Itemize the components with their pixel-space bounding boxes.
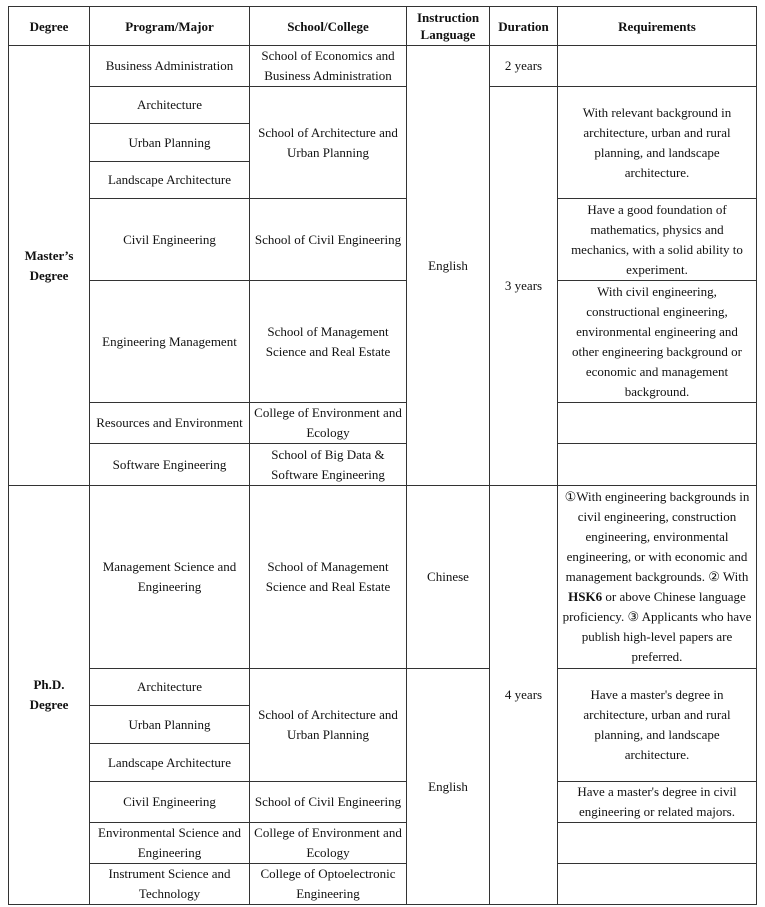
phd-duration-cell: 4 years: [490, 486, 558, 905]
program-software-engineering: Software Engineering: [90, 444, 250, 486]
requirement-text-part2: or above Chinese language proficiency. ③ Applicants who have publish high-level papers are preferred.: [562, 589, 752, 664]
masters-language-cell: English: [407, 46, 490, 486]
table-row: [9, 281, 757, 403]
program-civil-engineering: Civil Engineering: [90, 199, 250, 281]
program-management-science: Management Science and Engineering: [90, 486, 250, 669]
school-architecture: School of Architecture and Urban Planning: [250, 87, 407, 199]
programs-table: [8, 6, 757, 905]
phd-degree-cell: Ph.D. Degree: [9, 486, 90, 905]
phd-requirement-civil-engineering: Have a master's degree in civil engineering or related majors.: [558, 782, 757, 823]
phd-requirement-env-empty: [558, 823, 757, 864]
program-engineering-management: Engineering Management: [90, 281, 250, 403]
table-row: [9, 486, 757, 669]
phd-program-architecture: Architecture: [90, 669, 250, 706]
phd-program-civil-engineering: Civil Engineering: [90, 782, 250, 823]
header-row: [9, 7, 757, 46]
requirement-software-empty: [558, 444, 757, 486]
program-business-administration: Business Administration: [90, 46, 250, 87]
requirement-management-science: [558, 486, 757, 669]
table-row: [9, 864, 757, 905]
header-language: Instruction Language: [407, 7, 490, 46]
table-row: [9, 46, 757, 87]
phd-school-environment-ecology: College of Environment and Ecology: [250, 823, 407, 864]
school-civil-engineering: School of Civil Engineering: [250, 199, 407, 281]
school-management-science: School of Management Science and Real Estate: [250, 281, 407, 403]
requirement-resources-empty: [558, 403, 757, 444]
phd-requirement-architecture: Have a master's degree in architecture, urban and rural planning, and landscape architecture.: [558, 669, 757, 782]
phd-school-architecture: School of Architecture and Urban Planning: [250, 669, 407, 782]
masters-duration-others: 3 years: [490, 87, 558, 486]
header-degree: Degree: [9, 7, 90, 46]
phd-school-civil-engineering: School of Civil Engineering: [250, 782, 407, 823]
requirement-engineering-management: With civil engineering, constructional engineering, environmental engineering and other engineering background or economic and management background.: [558, 281, 757, 403]
phd-school-optoelectronic: College of Optoelectronic Engineering: [250, 864, 407, 905]
table-row: [9, 403, 757, 444]
masters-degree-cell: Master’s Degree: [9, 46, 90, 486]
phd-program-landscape-architecture: Landscape Architecture: [90, 744, 250, 782]
table-row: [9, 199, 757, 281]
requirement-business-empty: [558, 46, 757, 87]
hsk-level: HSK6: [568, 589, 603, 604]
requirement-civil-engineering: Have a good foundation of mathematics, physics and mechanics, with a solid ability to experiment.: [558, 199, 757, 281]
table-row: [9, 669, 757, 706]
masters-duration-business: 2 years: [490, 46, 558, 87]
program-architecture: Architecture: [90, 87, 250, 124]
program-landscape-architecture: Landscape Architecture: [90, 162, 250, 199]
header-requirements: Requirements: [558, 7, 757, 46]
phd-requirement-instrument-empty: [558, 864, 757, 905]
requirement-text-part1: ①With engineering backgrounds in civil engineering, construction engineering, environmental engineering, or with economic and management backgrounds. ② With: [564, 489, 750, 584]
table-row: [9, 87, 757, 124]
table-row: [9, 823, 757, 864]
school-big-data: School of Big Data & Software Engineering: [250, 444, 407, 486]
program-resources-environment: Resources and Environment: [90, 403, 250, 444]
phd-program-environmental-science: Environmental Science and Engineering: [90, 823, 250, 864]
table-row: [9, 782, 757, 823]
school-environment-ecology: College of Environment and Ecology: [250, 403, 407, 444]
school-economics: School of Economics and Business Administration: [250, 46, 407, 87]
school-management-science-phd: School of Management Science and Real Estate: [250, 486, 407, 669]
header-duration: Duration: [490, 7, 558, 46]
header-program: Program/Major: [90, 7, 250, 46]
phd-language-english: English: [407, 669, 490, 905]
phd-language-chinese: Chinese: [407, 486, 490, 669]
table-row: [9, 444, 757, 486]
phd-program-urban-planning: Urban Planning: [90, 706, 250, 744]
program-urban-planning: Urban Planning: [90, 124, 250, 162]
phd-program-instrument-science: Instrument Science and Technology: [90, 864, 250, 905]
header-school: School/College: [250, 7, 407, 46]
requirement-architecture: With relevant background in architecture, urban and rural planning, and landscape architecture.: [558, 87, 757, 199]
